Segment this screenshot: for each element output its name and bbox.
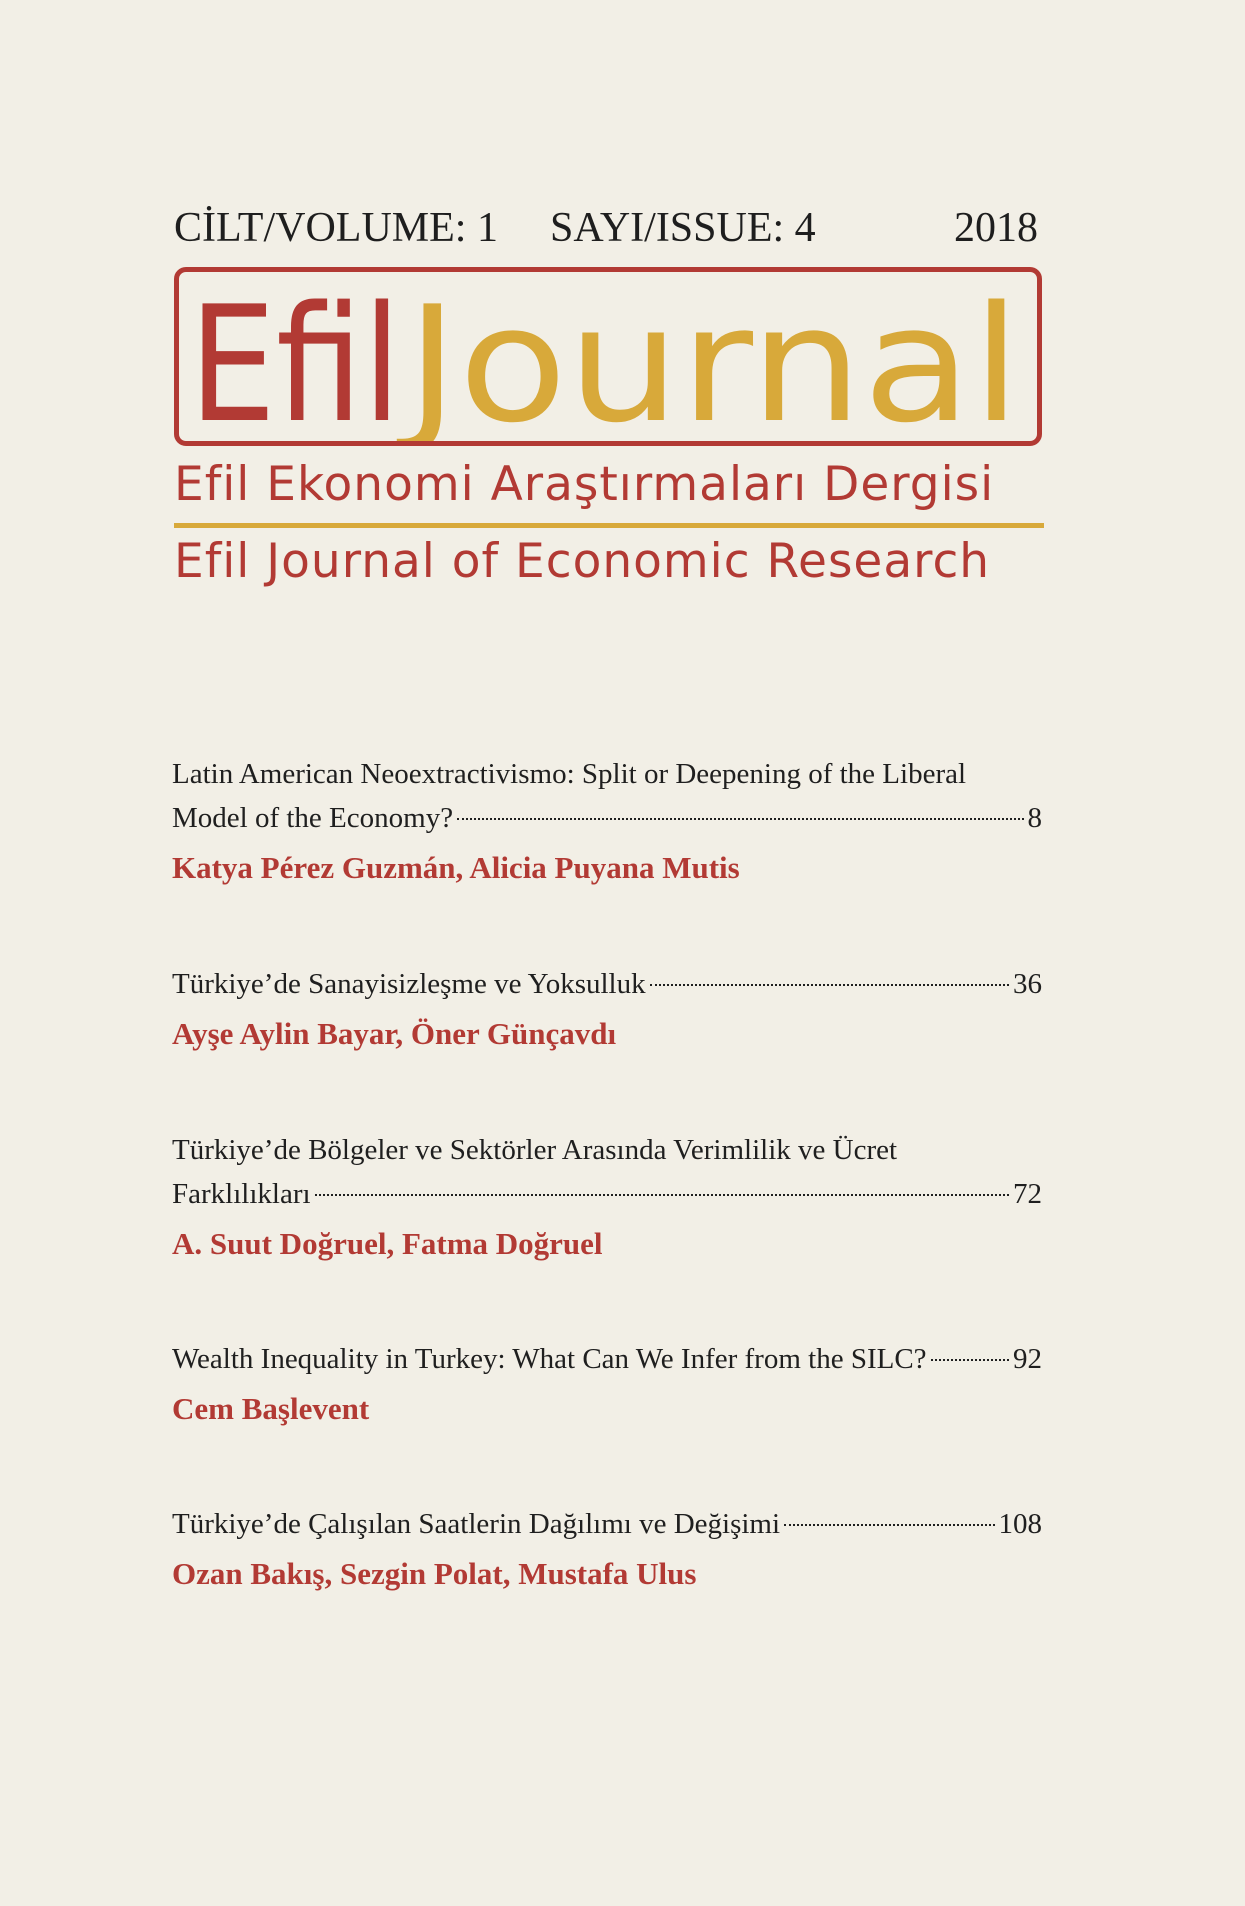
article-authors: Cem Başlevent bbox=[172, 1391, 370, 1426]
subtitle-turkish: Efil Ekonomi Araştırmaları Dergisi bbox=[174, 457, 995, 512]
dot-leader bbox=[784, 1524, 994, 1526]
article-title-end: Türkiye’de Sanayisizleşme ve Yoksulluk bbox=[172, 968, 646, 1000]
logo-wordmark bbox=[179, 272, 1042, 451]
page-number: 92 bbox=[1013, 1343, 1042, 1375]
article-authors: Katya Pérez Guzmán, Alicia Puyana Mutis bbox=[172, 850, 740, 885]
page-number: 72 bbox=[1013, 1178, 1042, 1210]
article-authors: Ozan Bakış, Sezgin Polat, Mustafa Ulus bbox=[172, 1556, 697, 1591]
article-title-end: Farklılıkları bbox=[172, 1178, 311, 1210]
volume-label: CİLT/VOLUME: 1 bbox=[174, 205, 498, 251]
year-label: 2018 bbox=[954, 205, 1038, 251]
toc-entry bbox=[172, 1128, 1042, 1272]
issue-label: SAYI/ISSUE: 4 bbox=[550, 205, 816, 251]
subtitle-english: Efil Journal of Economic Research bbox=[174, 534, 991, 589]
page-number: 108 bbox=[998, 1508, 1042, 1540]
toc-entry bbox=[172, 1502, 1042, 1602]
toc-entry bbox=[172, 752, 1042, 896]
logo-part-journal: Journal bbox=[395, 272, 1022, 451]
toc-entry bbox=[172, 962, 1042, 1062]
dot-leader bbox=[315, 1194, 1009, 1196]
toc-entry bbox=[172, 1337, 1042, 1437]
article-title-end: Wealth Inequality in Turkey: What Can We Infer from the SILC? bbox=[172, 1343, 927, 1375]
article-title-leader bbox=[172, 962, 1042, 1006]
article-title-leader bbox=[172, 796, 1042, 840]
article-title-line: Latin American Neoextractivismo: Split or Deepening of the Liberal bbox=[172, 758, 967, 790]
article-title-end: Model of the Economy? bbox=[172, 802, 454, 834]
dot-leader bbox=[931, 1359, 1009, 1361]
logo-part-efil: Efil bbox=[189, 272, 401, 451]
article-title-line: Türkiye’de Bölgeler ve Sektörler Arasında Verimlilik ve Ücret bbox=[172, 1134, 898, 1166]
journal-logo bbox=[174, 267, 1042, 451]
article-title-leader bbox=[172, 1337, 1042, 1381]
article-authors: Ayşe Aylin Bayar, Öner Günçavdı bbox=[172, 1016, 617, 1051]
article-title-end: Türkiye’de Çalışılan Saatlerin Dağılımı ve Değişimi bbox=[172, 1508, 781, 1540]
article-authors: A. Suut Doğruel, Fatma Doğruel bbox=[172, 1226, 603, 1261]
dot-leader bbox=[457, 818, 1023, 820]
issue-info bbox=[174, 198, 1044, 258]
dot-leader bbox=[650, 984, 1009, 986]
article-title-leader bbox=[172, 1172, 1042, 1216]
article-title-leader bbox=[172, 1502, 1042, 1546]
gold-divider bbox=[174, 523, 1044, 528]
page-number: 8 bbox=[1027, 802, 1042, 834]
page-number: 36 bbox=[1013, 968, 1042, 1000]
